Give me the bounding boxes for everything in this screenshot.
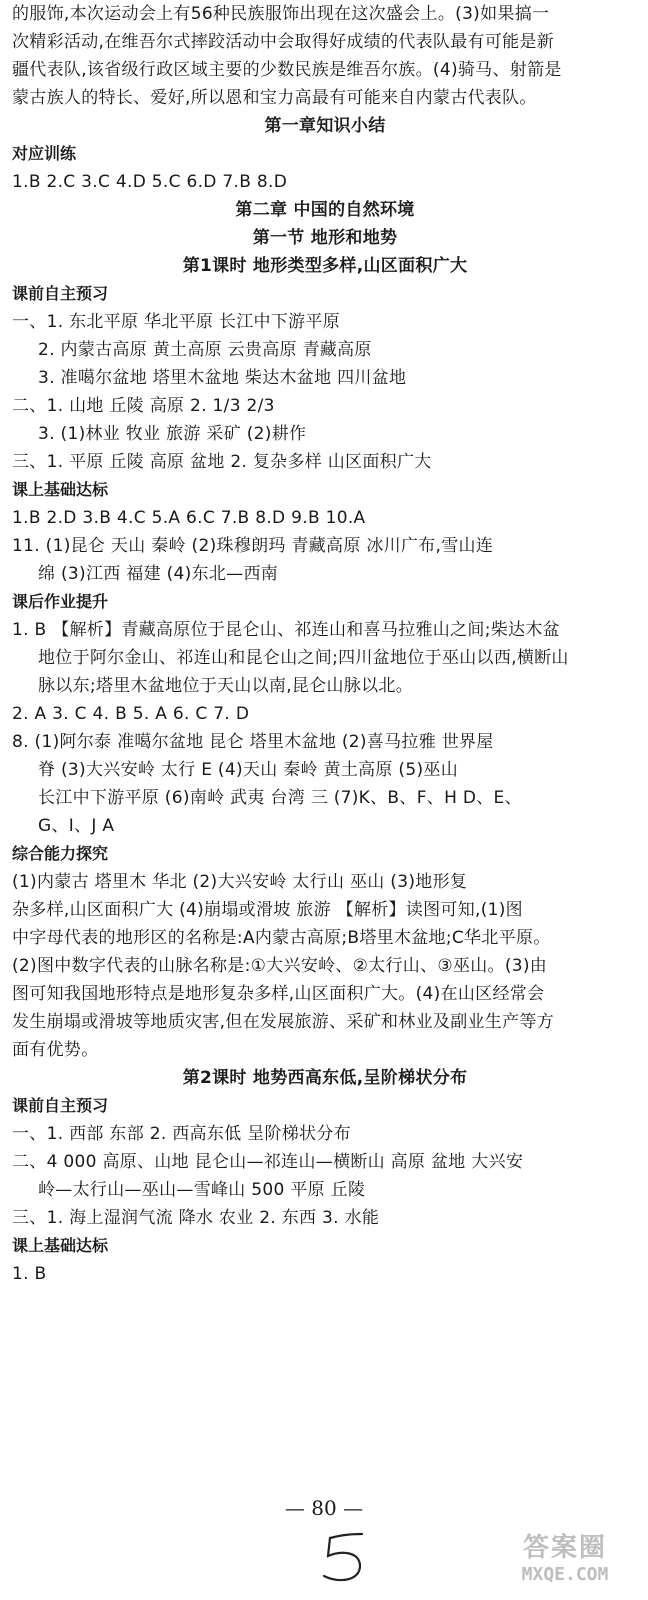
text-line: (2)图中数字代表的山脉名称是:①大兴安岭、②太行山、③巫山。(3)由 [12, 956, 548, 976]
text-line: 地位于阿尔金山、祁连山和昆仑山之间;四川盆地位于巫山以西,横断山 [38, 648, 569, 668]
chapter-title: 第1课时 地形类型多样,山区面积广大 [182, 256, 468, 276]
watermark-site: MXQE.COM [521, 1564, 609, 1585]
text-line: 图可知我国地形特点是地形复杂多样,山区面积广大。(4)在山区经常会 [12, 984, 545, 1004]
text-line: 面有优势。 [12, 1040, 99, 1060]
section-heading: 对应训练 [12, 144, 77, 163]
text-line: 一、1. 东北平原 华北平原 长江中下游平原 [12, 312, 341, 332]
watermark-logo: 答案圈 [522, 1533, 607, 1563]
text-line: 3. (1)林业 牧业 旅游 采矿 (2)耕作 [38, 424, 307, 444]
text-line: 二、4 000 高原、山地 昆仑山—祁连山—横断山 高原 盆地 大兴安 [12, 1152, 524, 1172]
chapter-title: 第一节 地形和地势 [252, 228, 398, 248]
handwritten-mark [316, 1528, 376, 1588]
section-heading: 课后作业提升 [12, 592, 109, 611]
text-line: 中字母代表的地形区的名称是:A内蒙古高原;B塔里木盆地;C华北平原。 [12, 928, 551, 948]
section-heading: 课上基础达标 [12, 1236, 109, 1255]
text-line: 三、1. 海上湿润气流 降水 农业 2. 东西 3. 水能 [12, 1208, 380, 1228]
text-line: 2. 内蒙古高原 黄土高原 云贵高原 青藏高原 [38, 340, 372, 360]
text-line: 长江中下游平原 (6)南岭 武夷 台湾 三 (7)K、B、F、H D、E、 [38, 788, 522, 808]
section-heading: 综合能力探究 [12, 844, 109, 863]
watermark [490, 1532, 640, 1594]
chapter-title: 第2课时 地势西高东低,呈阶梯状分布 [182, 1068, 468, 1088]
text-line: 蒙古族人的特长、爱好,所以恩和宝力高最有可能来自内蒙古代表队。 [12, 88, 537, 108]
text-line: 1. B [12, 1264, 47, 1284]
text-line: 岭—太行山—巫山—雪峰山 500 平原 丘陵 [38, 1180, 366, 1200]
page-number: — 80 — [284, 1496, 364, 1520]
text-line: 二、1. 山地 丘陵 高原 2. 1/3 2/3 [12, 396, 275, 416]
text-line: G、I、J A [38, 816, 115, 836]
text-line: 三、1. 平原 丘陵 高原 盆地 2. 复杂多样 山区面积广大 [12, 452, 432, 472]
text-line: 疆代表队,该省级行政区域主要的少数民族是维吾尔族。(4)骑马、射箭是 [12, 60, 562, 80]
text-line: 绵 (3)江西 福建 (4)东北—西南 [38, 564, 279, 584]
text-line: 1.B 2.D 3.B 4.C 5.A 6.C 7.B 8.D 9.B 10.A [12, 508, 366, 528]
text-line: 次精彩活动,在维吾尔式摔跤活动中会取得好成绩的代表队最有可能是新 [12, 32, 555, 52]
text-line: 2. A 3. C 4. B 5. A 6. C 7. D [12, 704, 250, 724]
section-heading: 课前自主预习 [12, 284, 109, 303]
text-line: 1.B 2.C 3.C 4.D 5.C 6.D 7.B 8.D [12, 172, 288, 192]
text-line: 脉以东;塔里木盆地位于天山以南,昆仑山脉以北。 [38, 676, 414, 696]
text-line: 1. B 【解析】青藏高原位于昆仑山、祁连山和喜马拉雅山之间;柴达木盆 [12, 620, 560, 640]
text-line: 8. (1)阿尔泰 准噶尔盆地 昆仑 塔里木盆地 (2)喜马拉雅 世界屋 [12, 732, 494, 752]
text-line: 脊 (3)大兴安岭 太行 E (4)天山 秦岭 黄土高原 (5)巫山 [38, 760, 459, 780]
chapter-title: 第二章 中国的自然环境 [235, 200, 415, 220]
chapter-title: 第一章知识小结 [264, 116, 386, 136]
answer-page [12, 0, 638, 1288]
text-line: 发生崩塌或滑坡等地质灾害,但在发展旅游、采矿和林业及副业生产等方 [12, 1012, 555, 1032]
text-line: 一、1. 西部 东部 2. 西高东低 呈阶梯状分布 [12, 1124, 351, 1144]
text-line: (1)内蒙古 塔里木 华北 (2)大兴安岭 太行山 巫山 (3)地形复 [12, 872, 468, 892]
text-line: 杂多样,山区面积广大 (4)崩塌或滑坡 旅游 【解析】读图可知,(1)图 [12, 900, 523, 920]
section-heading: 课上基础达标 [12, 480, 109, 499]
text-line: 的服饰,本次运动会上有56种民族服饰出现在这次盛会上。(3)如果搞一 [12, 4, 550, 24]
text-line: 3. 准噶尔盆地 塔里木盆地 柴达木盆地 四川盆地 [38, 368, 407, 388]
section-heading: 课前自主预习 [12, 1096, 109, 1115]
text-line: 11. (1)昆仑 天山 秦岭 (2)珠穆朗玛 青藏高原 冰川广布,雪山连 [12, 536, 494, 556]
